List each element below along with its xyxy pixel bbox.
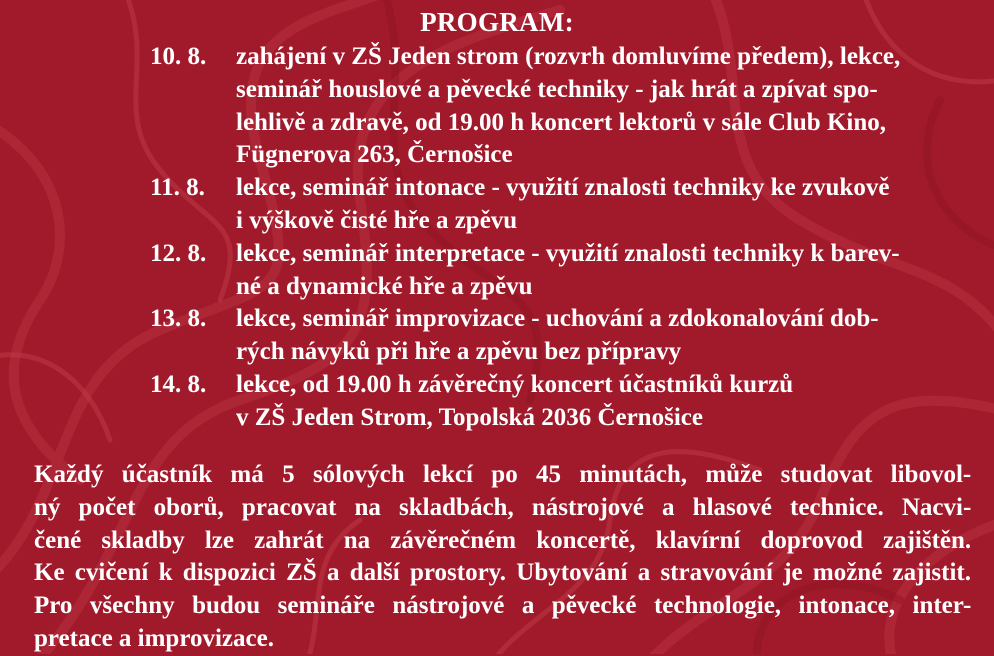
schedule-entry xyxy=(150,172,970,238)
description-line: zahájení v ZŠ Jeden strom (rozvrh domluvíme předem), lekce, xyxy=(236,43,901,70)
description-line: lekce, od 19.00 h závěrečný koncert účastníků kurzů xyxy=(236,370,794,398)
entry-description xyxy=(236,303,966,369)
entry-date: 10. 8. xyxy=(150,43,207,70)
schedule-entry xyxy=(150,303,970,369)
description-line: v ZŠ Jeden Strom, Topolská 2036 Černošice xyxy=(236,403,703,431)
entry-description xyxy=(236,369,966,435)
schedule-entry xyxy=(150,41,970,172)
entry-date: 13. 8. xyxy=(150,305,207,333)
description-line: lekce, seminář interpretace - využití znalosti techniky k barev- xyxy=(236,239,900,267)
entry-description xyxy=(236,172,966,238)
entry-description xyxy=(236,238,966,304)
paragraph-line: Každý účastník má 5 sólových lekcí po 45 minutách, může studovat libovol- xyxy=(34,461,972,488)
paragraph-line: ný počet oborů, pracovat na skladbách, nástrojové a hlasové technice. Nacvi- xyxy=(34,493,972,521)
paragraph-line: pretace a improvizace. xyxy=(34,624,274,652)
paragraph-line: čené skladby lze zahrát na závěrečném koncertě, klavírní doprovod zajištěn. xyxy=(34,526,972,554)
description-line: lekce, seminář improvizace - uchování a zdokonalování dob- xyxy=(236,305,879,333)
description-line: lekce, seminář intonace - využití znalosti techniky ke zvukově xyxy=(236,174,890,202)
entry-date: 12. 8. xyxy=(150,239,207,267)
entry-date: 14. 8. xyxy=(150,370,207,398)
paragraph-line: Pro všechny budou semináře nástrojové a pěvecké technologie, intonace, inter- xyxy=(34,592,972,620)
description-line: seminář houslové a pěvecké techniky - jak hrát a zpívat spo- xyxy=(236,75,878,103)
description-line: né a dynamické hře a zpěvu xyxy=(236,272,533,300)
entry-description xyxy=(236,41,966,172)
description-line: i výškově čisté hře a zpěvu xyxy=(236,206,518,234)
entry-date: 11. 8. xyxy=(150,174,205,202)
description-line: lehlivě a zdravě, od 19.00 h koncert lektorů v sále Club Kino, xyxy=(236,108,886,136)
schedule-entry xyxy=(150,369,970,435)
description-line: rých návyků při hře a zpěvu bez přípravy xyxy=(236,338,682,366)
course-info-paragraph xyxy=(34,459,971,656)
schedule-entry xyxy=(150,238,970,304)
paragraph-line: Ke cvičení k dispozici ZŠ a další prostory. Ubytování a stravování je možné zajistit. xyxy=(34,559,971,587)
page-title: PROGRAM: xyxy=(420,7,574,37)
schedule-list xyxy=(150,41,970,435)
description-line: Fügnerova 263, Černošice xyxy=(236,141,513,169)
